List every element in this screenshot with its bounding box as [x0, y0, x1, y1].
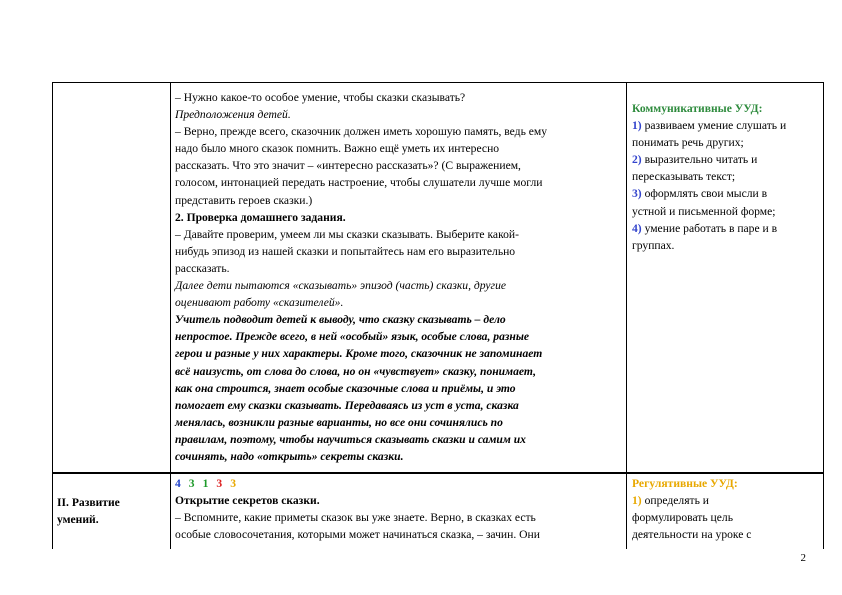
communicative-uud-title: Коммуникативные УУД: — [632, 102, 763, 115]
row1-text-line: Учитель подводит детей к выводу, что сказку сказывать – дело — [175, 313, 506, 327]
row2-main-cell — [175, 475, 623, 543]
row1-text-line: рассказать. — [175, 261, 230, 275]
uud-item-text: выразительно читать и — [641, 153, 758, 167]
uud-item-text: формулировать цель — [632, 511, 733, 525]
score-number: 4 — [175, 477, 181, 490]
row1-text-line: правилам, поэтому, чтобы научиться сказывать сказки и самим их — [175, 432, 526, 446]
uud-item-text: умение работать в паре и в — [641, 221, 778, 235]
row1-text-line: непростое. Прежде всего, в ней «особый» язык, особые слова, разные — [175, 330, 530, 344]
score-number: 3 — [230, 477, 236, 490]
row1-text-line: менялась, возникли разные варианты, но все они сочинялись по — [175, 415, 503, 429]
uud-item-text: определять и — [641, 494, 709, 508]
row1-text-line: рассказать. Что это значит – «интересно рассказать»? (С выражением, — [175, 159, 521, 173]
row2-text-line: особые словосочетания, которыми может начинаться сказка, – зачин. Они — [175, 528, 540, 542]
column-divider-1 — [170, 83, 171, 549]
lesson-table — [52, 82, 824, 549]
row1-main-cell — [175, 89, 623, 465]
uud-item-line — [632, 509, 822, 526]
uud-item-text: понимать речь других; — [632, 136, 744, 150]
uud-item-text: устной и письменной форме; — [632, 204, 776, 218]
uud-item-line — [632, 203, 822, 220]
regulatory-uud-title: Регулятивные УУД: — [632, 477, 738, 490]
uud-item-line — [632, 151, 822, 168]
score-number: 1 — [202, 477, 209, 490]
uud-item-line — [632, 117, 822, 134]
score-row — [175, 475, 623, 492]
row2-uud-cell — [632, 475, 822, 543]
page-number: 2 — [800, 552, 806, 564]
uud-item-text: оформлять свои мысли в — [641, 187, 768, 201]
uud-item-text: пересказывать текст; — [632, 170, 736, 184]
stage-label-line: умений. — [57, 513, 99, 527]
uud-item-number: 4) — [632, 221, 642, 235]
stage-label-line: II. Развитие — [57, 496, 120, 509]
uud-item-number: 1) — [632, 494, 642, 508]
uud-item-line — [632, 237, 822, 254]
row2-stage-cell — [57, 494, 167, 528]
row2-text-line: – Вспомните, какие приметы сказок вы уже знаете. Верно, в сказках есть — [175, 511, 536, 525]
row1-text-line: Далее дети пытаются «сказывать» эпизод (часть) сказки, другие — [175, 279, 507, 293]
score-number: 3 — [216, 477, 223, 490]
row1-text-line: надо было много сказок помнить. Важно ещё уметь их интересно — [175, 142, 500, 156]
uud-item-text: развиваем умение слушать и — [641, 119, 787, 133]
row-divider — [53, 472, 823, 474]
uud-item-line — [632, 526, 822, 543]
row1-text-line: помогает ему сказки сказывать. Передаваясь из уст в уста, сказка — [175, 398, 519, 412]
row1-text-line: всё наизусть, от слова до слова, но он «чувствует» сказку, понимает, — [175, 364, 537, 378]
row1-text-line: – Давайте проверим, умеем ли мы сказки сказывать. Выберите какой- — [175, 227, 519, 241]
uud-item-line — [632, 134, 822, 151]
row1-uud-cell — [632, 100, 822, 254]
row1-text-line: – Нужно какое-то особое умение, чтобы сказки сказывать? — [175, 91, 466, 104]
row2-heading: Открытие секретов сказки. — [175, 494, 320, 508]
uud-item-text: группах. — [632, 238, 675, 252]
row1-text-line: – Верно, прежде всего, сказочник должен иметь хорошую память, ведь ему — [175, 125, 548, 139]
uud-item-number: 3) — [632, 187, 642, 201]
row1-text-line: сочинять, надо «открыть» секреты сказки. — [175, 449, 404, 463]
uud-item-line — [632, 185, 822, 202]
row1-text-line: как она строится, знает особые сказочные слова и приёмы, и это — [175, 381, 516, 395]
row1-text-line: герои и разные у них характеры. Кроме того, сказочник не запоминает — [175, 347, 543, 361]
row1-text-line: оценивают работу «сказителей». — [175, 296, 344, 310]
uud-item-number: 2) — [632, 153, 642, 167]
score-number: 3 — [188, 477, 195, 490]
column-divider-2 — [626, 83, 627, 549]
uud-item-line — [632, 168, 822, 185]
uud-item-line — [632, 492, 822, 509]
row1-text-line: представить героев сказки.) — [175, 193, 313, 207]
uud-item-number: 1) — [632, 119, 642, 133]
row1-text-line: 2. Проверка домашнего задания. — [175, 210, 346, 224]
uud-item-line — [632, 220, 822, 237]
row1-text-line: голосом, интонацией передать настроение, чтобы слушатели лучше могли — [175, 176, 543, 190]
row1-text-line: Предположения детей. — [175, 108, 291, 122]
uud-item-text: деятельности на уроке с — [632, 528, 752, 542]
row1-text-line: нибудь эпизод из нашей сказки и попытайтесь нам его выразительно — [175, 244, 516, 258]
